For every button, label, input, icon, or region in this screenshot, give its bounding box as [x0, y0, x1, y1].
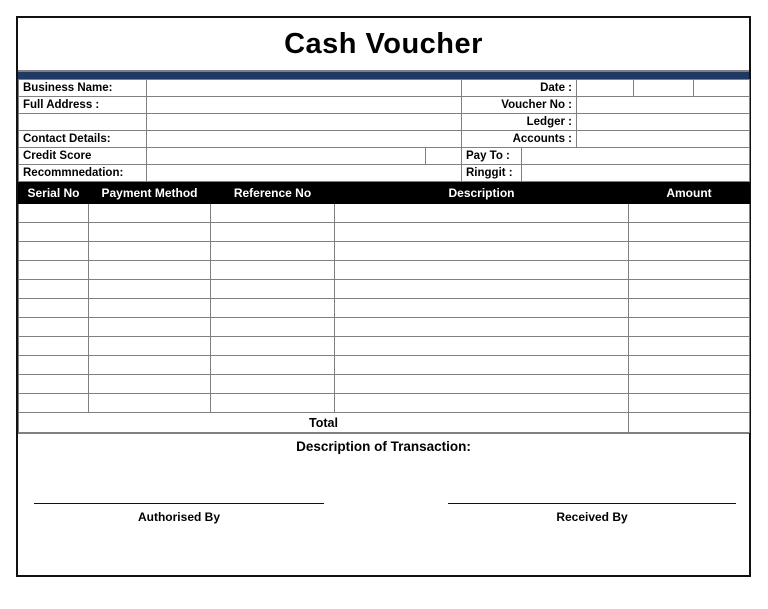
title-accent-bar — [18, 72, 749, 79]
cell-description[interactable] — [335, 337, 629, 356]
field-recommendation[interactable] — [147, 165, 462, 182]
label-full-address: Full Address : — [19, 97, 147, 114]
field-business-name[interactable] — [147, 80, 462, 97]
cell-payment-method[interactable] — [89, 356, 211, 375]
label-business-name: Business Name: — [19, 80, 147, 97]
label-ringgit: Ringgit : — [462, 165, 522, 182]
cell-payment-method[interactable] — [89, 261, 211, 280]
form-row-full-address-voucher-no — [19, 97, 750, 114]
field-full-address[interactable] — [147, 97, 462, 114]
cell-serial-no[interactable] — [19, 242, 89, 261]
cell-amount[interactable] — [629, 280, 750, 299]
cell-description[interactable] — [335, 375, 629, 394]
form-row-recommendation-ringgit — [19, 165, 750, 182]
cell-reference-no[interactable] — [211, 299, 335, 318]
signature-label-received: Received By — [556, 510, 628, 524]
cell-reference-no[interactable] — [211, 394, 335, 413]
field-date-part1[interactable] — [577, 80, 634, 97]
table-row — [19, 204, 750, 223]
table-row — [19, 318, 750, 337]
signature-label-authorised: Authorised By — [137, 510, 220, 524]
table-row — [19, 375, 750, 394]
column-header-description: Description — [335, 183, 629, 204]
label-ledger: Ledger : — [462, 114, 577, 131]
cell-description[interactable] — [335, 223, 629, 242]
field-ringgit[interactable] — [522, 165, 750, 182]
table-row — [19, 299, 750, 318]
field-pay-to[interactable] — [522, 148, 750, 165]
cell-reference-no[interactable] — [211, 261, 335, 280]
total-label: Total — [19, 413, 629, 433]
items-table-body — [19, 204, 750, 413]
cell-payment-method[interactable] — [89, 299, 211, 318]
cell-amount[interactable] — [629, 337, 750, 356]
column-header-payment-method: Payment Method — [89, 183, 211, 204]
total-amount-value[interactable] — [629, 413, 750, 433]
field-date-part2[interactable] — [634, 80, 694, 97]
document-title-band — [18, 18, 749, 70]
table-row — [19, 223, 750, 242]
form-row-blank-ledger — [19, 114, 750, 131]
form-row-contact-details-accounts — [19, 131, 750, 148]
column-header-amount: Amount — [629, 183, 750, 204]
form-row-business-name-date — [19, 80, 750, 97]
cell-amount[interactable] — [629, 375, 750, 394]
table-row — [19, 337, 750, 356]
payment-items-table — [18, 182, 750, 433]
cell-reference-no[interactable] — [211, 280, 335, 299]
cell-amount[interactable] — [629, 204, 750, 223]
cell-serial-no[interactable] — [19, 318, 89, 337]
cell-description[interactable] — [335, 204, 629, 223]
field-accounts[interactable] — [577, 131, 750, 148]
cell-amount[interactable] — [629, 356, 750, 375]
cell-reference-no[interactable] — [211, 337, 335, 356]
cell-payment-method[interactable] — [89, 242, 211, 261]
cash-voucher-document — [16, 16, 751, 577]
cell-reference-no[interactable] — [211, 356, 335, 375]
label-recommendation: Recommnedation: — [19, 165, 147, 182]
cell-reference-no[interactable] — [211, 318, 335, 337]
cell-payment-method[interactable] — [89, 375, 211, 394]
cell-reference-no[interactable] — [211, 204, 335, 223]
cell-payment-method[interactable] — [89, 394, 211, 413]
table-row — [19, 261, 750, 280]
cell-serial-no[interactable] — [19, 356, 89, 375]
cell-serial-no[interactable] — [19, 204, 89, 223]
field-credit-score[interactable] — [147, 148, 426, 165]
cell-serial-no[interactable] — [19, 261, 89, 280]
cell-reference-no[interactable] — [211, 223, 335, 242]
signature-slot-received[interactable] — [448, 503, 736, 547]
cell-amount[interactable] — [629, 394, 750, 413]
label-date: Date : — [462, 80, 577, 97]
label-contact-details: Contact Details: — [19, 131, 147, 148]
column-header-serial-no: Serial No — [19, 183, 89, 204]
label-voucher-no: Voucher No : — [462, 97, 577, 114]
signature-slot-authorised[interactable] — [34, 503, 324, 547]
items-table-total-row — [19, 413, 750, 433]
cell-description[interactable] — [335, 394, 629, 413]
field-voucher-no[interactable] — [577, 97, 750, 114]
cell-serial-no[interactable] — [19, 280, 89, 299]
field-ledger[interactable] — [577, 114, 750, 131]
field-contact-details[interactable] — [147, 131, 462, 148]
cell-reference-no[interactable] — [211, 375, 335, 394]
field-credit-score-extra[interactable] — [426, 148, 462, 165]
cell-description[interactable] — [335, 261, 629, 280]
items-table-header-row — [19, 183, 750, 204]
transaction-description-block — [18, 433, 749, 555]
cell-payment-method[interactable] — [89, 280, 211, 299]
voucher-details-grid — [18, 79, 750, 182]
cell-serial-no[interactable] — [19, 375, 89, 394]
page-title: Cash Voucher — [284, 27, 483, 60]
signature-row — [18, 503, 749, 549]
cell-description[interactable] — [335, 242, 629, 261]
label-blank-row — [19, 114, 147, 131]
cell-payment-method[interactable] — [89, 204, 211, 223]
cell-amount[interactable] — [629, 242, 750, 261]
cell-amount[interactable] — [629, 318, 750, 337]
table-row — [19, 280, 750, 299]
cell-payment-method[interactable] — [89, 318, 211, 337]
cell-description[interactable] — [335, 299, 629, 318]
label-accounts: Accounts : — [462, 131, 577, 148]
label-pay-to: Pay To : — [462, 148, 522, 165]
field-address-line2[interactable] — [147, 114, 462, 131]
cell-payment-method[interactable] — [89, 223, 211, 242]
cell-amount[interactable] — [629, 261, 750, 280]
cell-description[interactable] — [335, 280, 629, 299]
cell-serial-no[interactable] — [19, 299, 89, 318]
cell-description[interactable] — [335, 356, 629, 375]
cell-serial-no[interactable] — [19, 337, 89, 356]
table-row — [19, 242, 750, 261]
cell-serial-no[interactable] — [19, 223, 89, 242]
cell-reference-no[interactable] — [211, 242, 335, 261]
table-row — [19, 356, 750, 375]
cell-description[interactable] — [335, 318, 629, 337]
cell-amount[interactable] — [629, 299, 750, 318]
column-header-reference-no: Reference No — [211, 183, 335, 204]
transaction-description-heading: Description of Transaction: — [296, 439, 471, 454]
cell-amount[interactable] — [629, 223, 750, 242]
form-row-credit-score-pay-to — [19, 148, 750, 165]
table-row — [19, 394, 750, 413]
cell-serial-no[interactable] — [19, 394, 89, 413]
cell-payment-method[interactable] — [89, 337, 211, 356]
label-credit-score: Credit Score — [19, 148, 147, 165]
field-date-part3[interactable] — [694, 80, 750, 97]
